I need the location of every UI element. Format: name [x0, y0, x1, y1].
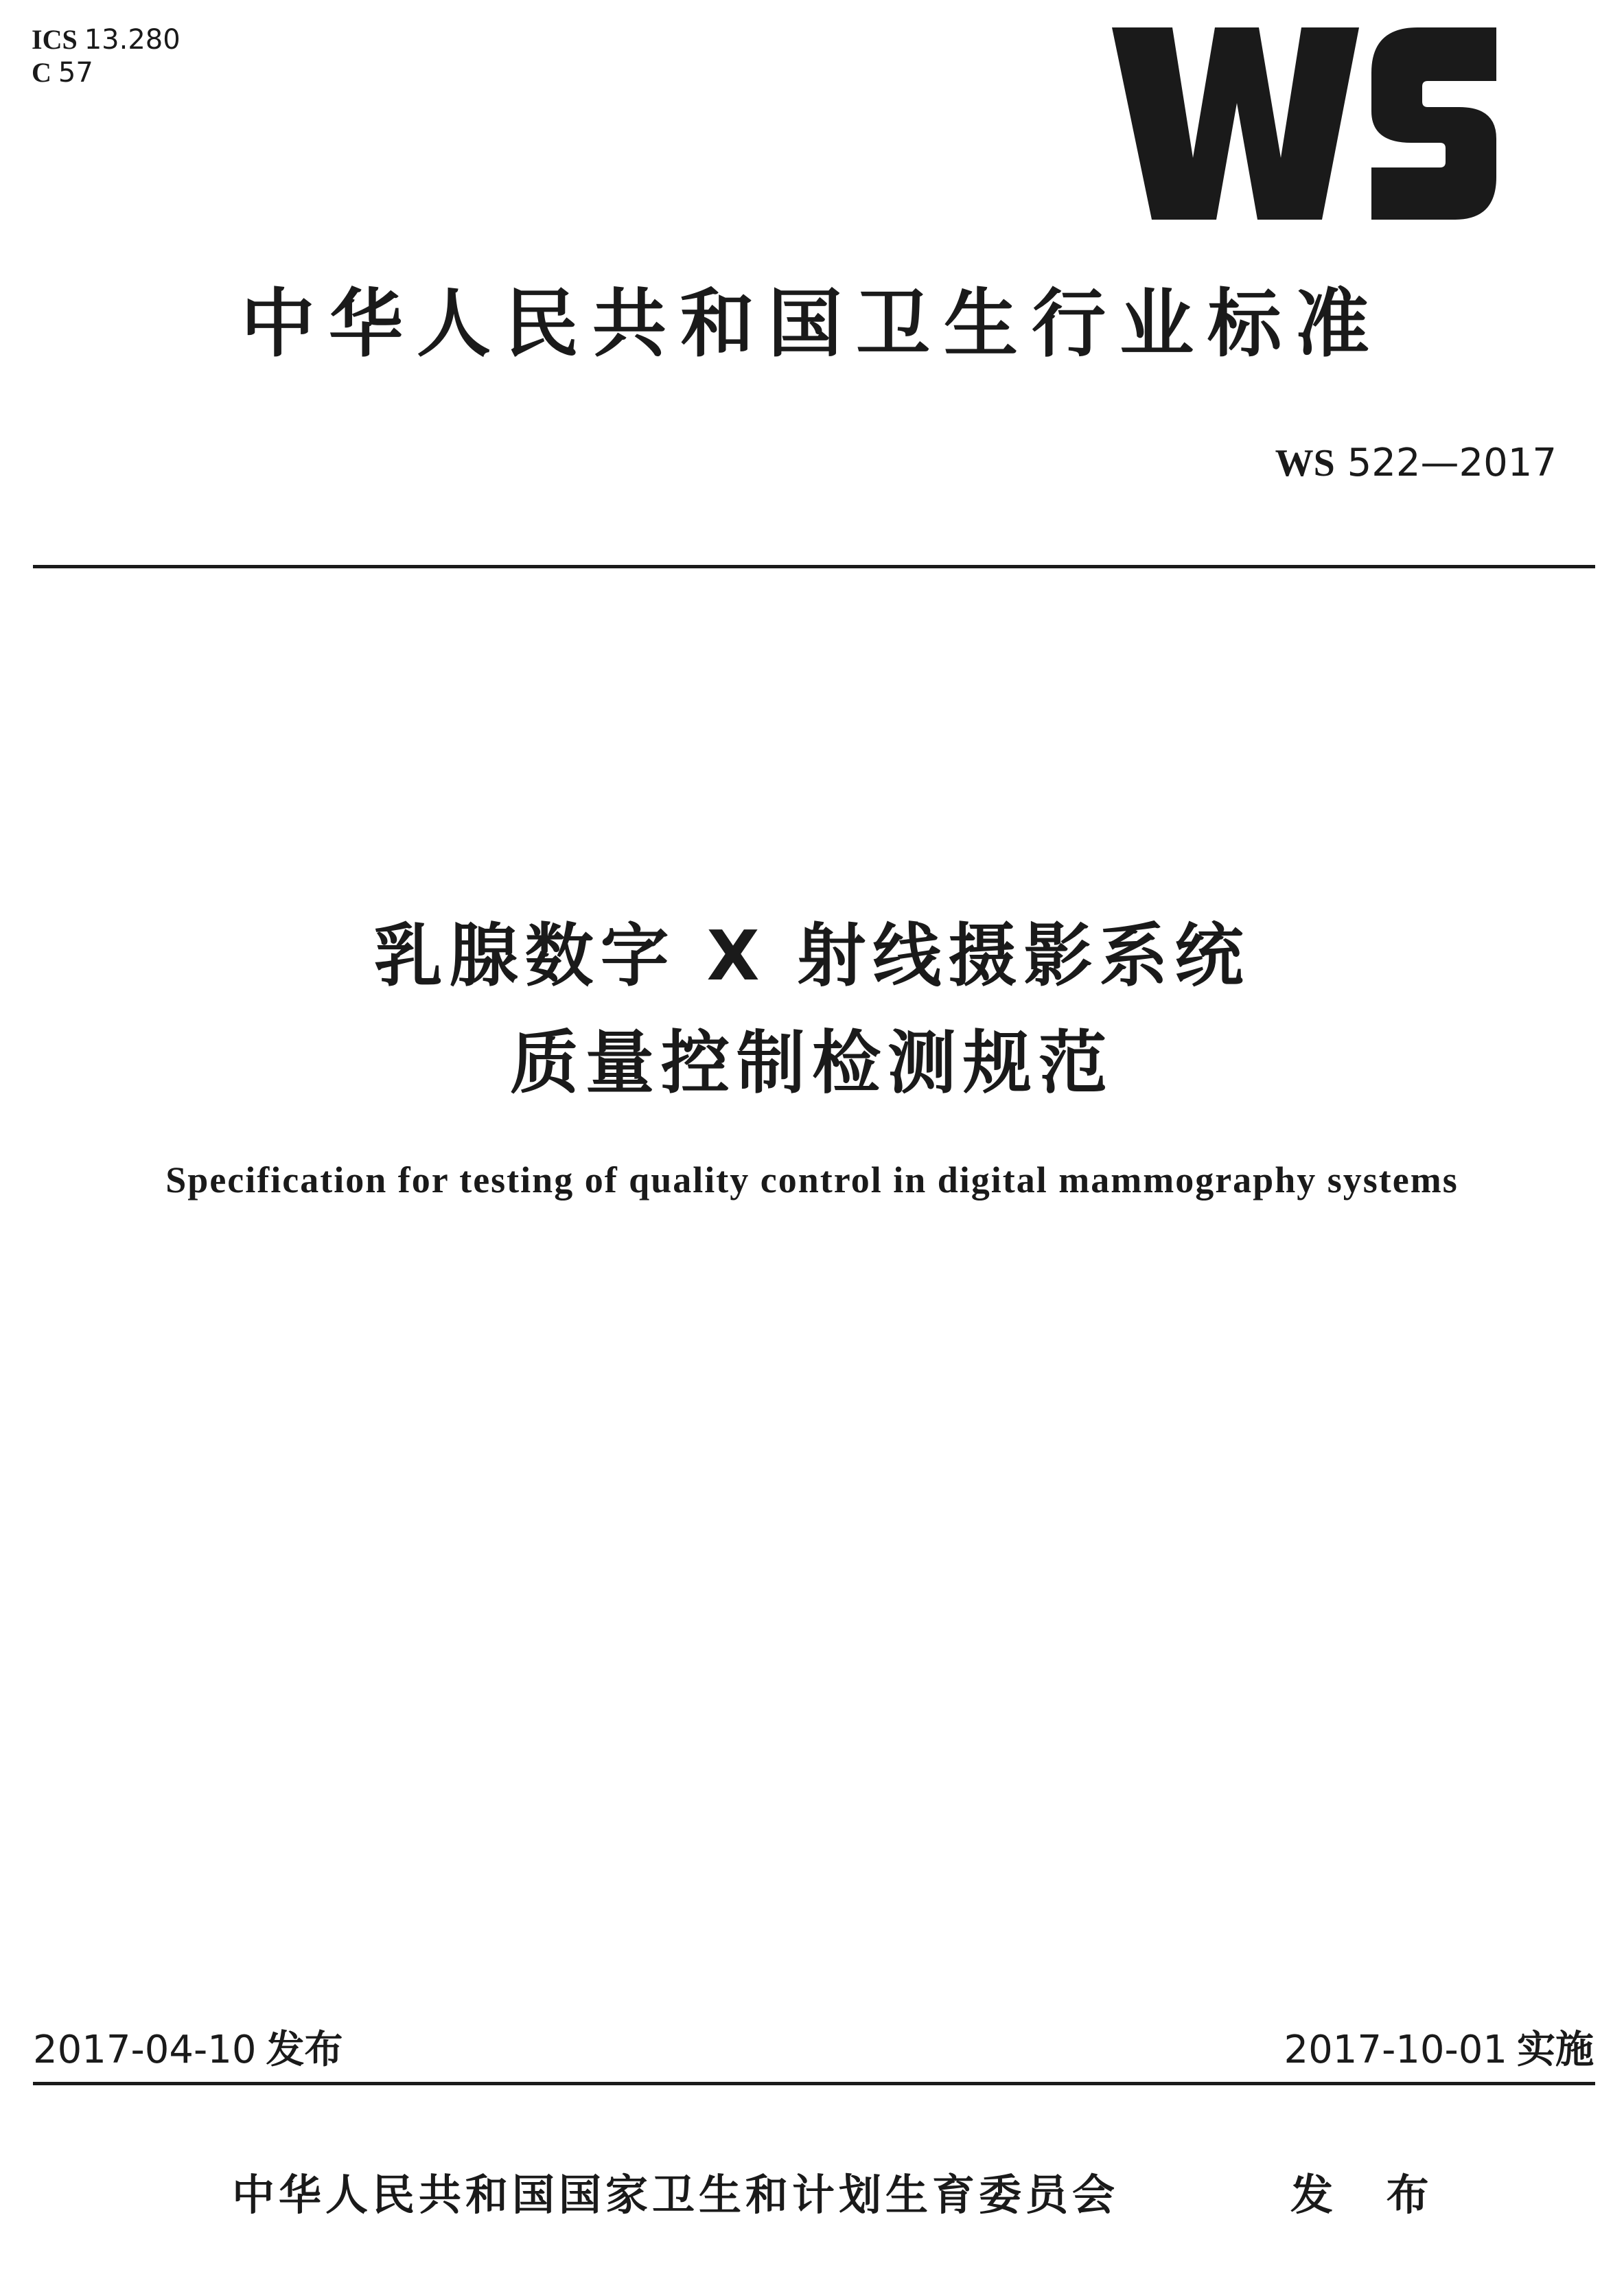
ics-label: ICS — [32, 24, 78, 55]
issue-label: 发布 — [266, 2028, 343, 2072]
issue-date-block — [33, 2019, 343, 2074]
document-title-line1: 乳腺数字 X 射线摄影系统 — [373, 916, 1251, 996]
ics-line — [32, 23, 181, 56]
classification-codes — [32, 23, 181, 89]
series-title: 中华人民共和国卫生行业标准 — [240, 281, 1383, 367]
footer-divider — [33, 2082, 1595, 2085]
ws-logo-letter-w — [1112, 27, 1359, 220]
standard-code — [1275, 441, 1557, 485]
document-title-line2: 质量控制检测规范 — [510, 1023, 1114, 1103]
publisher-name: 中华人民共和国国家卫生和计划生育委员会 — [232, 2170, 1120, 2220]
ws-logo-letter-s — [1371, 27, 1496, 220]
document-title-english: Specification for testing of quality control in digital mammography systems — [165, 1159, 1459, 1201]
implement-date-block — [1284, 2019, 1594, 2074]
issue-date: 2017-04-10 — [33, 2028, 257, 2072]
ccs-label: C — [32, 57, 51, 88]
header-divider — [33, 565, 1595, 568]
implement-label: 实施 — [1517, 2028, 1594, 2072]
ccs-line — [32, 56, 181, 89]
ics-code: 13.280 — [84, 24, 181, 56]
standard-code-prefix: WS — [1275, 442, 1335, 485]
publisher-action: 发 布 — [1290, 2170, 1448, 2220]
standard-code-number: 522—2017 — [1347, 441, 1557, 485]
implement-date: 2017-10-01 — [1284, 2028, 1507, 2072]
ws-logo — [1112, 27, 1496, 233]
ccs-code: 57 — [58, 57, 93, 89]
